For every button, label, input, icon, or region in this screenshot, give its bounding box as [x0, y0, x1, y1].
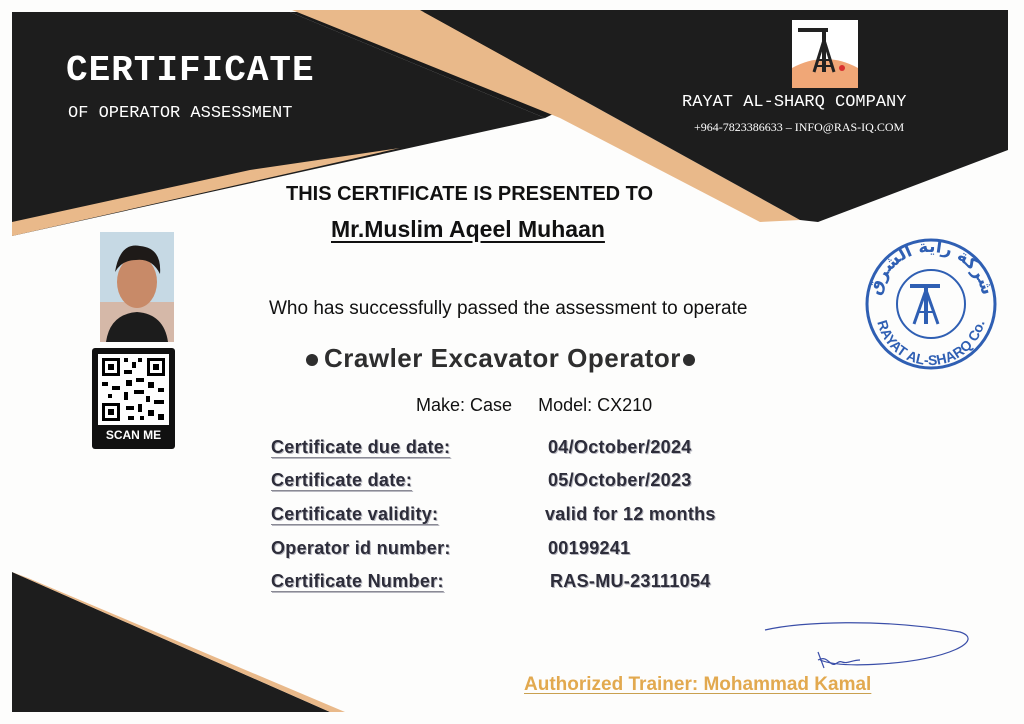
operator-id-label: Operator id number:: [271, 538, 451, 558]
signature: [765, 623, 968, 665]
qr-code[interactable]: [92, 348, 175, 449]
certificate-date-value: 05/October/2023: [548, 470, 692, 490]
certificate-subtitle: OF OPERATOR ASSESSMENT: [68, 104, 293, 123]
presented-to-heading: THIS CERTIFICATE IS PRESENTED TO: [286, 183, 654, 205]
role-text: Crawler Excavator Operator: [324, 343, 681, 373]
operator-photo: [100, 232, 174, 342]
svg-text:شركة راية الشرق: [865, 237, 998, 298]
company-contact[interactable]: +964-7823386633 – INFO@RAS-IQ.COM: [694, 120, 905, 134]
due-date-value: 04/October/2024: [548, 437, 692, 457]
operator-id-value: 00199241: [548, 538, 631, 558]
make-model-line: [416, 395, 652, 416]
operator-role: [306, 343, 695, 374]
validity-value: valid for 12 months: [545, 504, 716, 524]
stamp-arabic-text: شركة راية الشرق: [864, 236, 998, 298]
company-logo-icon: [792, 20, 858, 88]
scan-me-label: SCAN ME: [105, 428, 162, 442]
bullet-icon: [683, 354, 695, 366]
make-label: Make: Case: [416, 395, 513, 415]
qr-code-icon: [98, 354, 169, 425]
company-stamp-icon: [862, 236, 1000, 372]
certificate-title: CERTIFICATE: [66, 50, 315, 91]
certificate-number-label: Certificate Number:: [271, 571, 444, 591]
authorized-trainer: Authorized Trainer: Mohammad Kamal: [524, 674, 872, 695]
assessment-statement: Who has successfully passed the assessment to operate: [269, 298, 748, 319]
bullet-icon: [306, 354, 318, 366]
certificate-date-label: Certificate date:: [271, 470, 413, 490]
company-name: RAYAT AL-SHARQ COMPANY: [682, 93, 907, 112]
stamp-english-text: RAYAT AL-SHARQ Co.: [874, 317, 988, 369]
recipient-name: Mr.Muslim Aqeel Muhaan: [331, 216, 605, 242]
due-date-label: Certificate due date:: [271, 437, 451, 457]
model-label: Model: CX210: [538, 395, 653, 415]
validity-label: Certificate validity:: [271, 504, 439, 524]
certificate-number-value: RAS-MU-23111054: [550, 571, 711, 591]
svg-text:RAYAT AL-SHARQ Co.: [874, 318, 987, 368]
